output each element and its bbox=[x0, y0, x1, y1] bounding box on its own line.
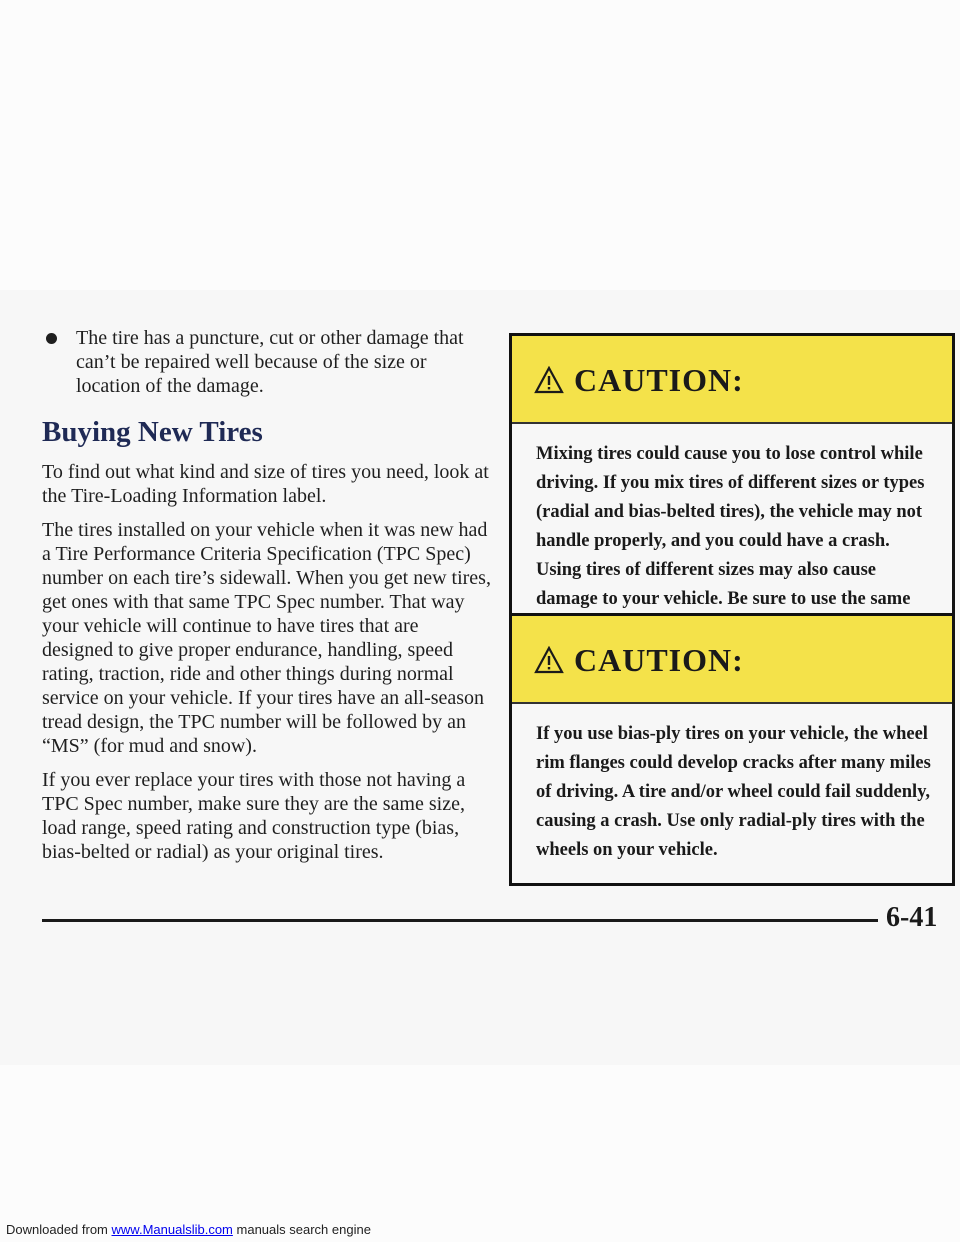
footer-prefix: Downloaded from bbox=[6, 1222, 108, 1237]
caution-text: Mixing tires could cause you to lose control while driving. If you mix tires of different sizes or types (radial and bias-belted tires), the vehicle may not handle properly, and you could have a crash. Using tires of different sizes may also cause damage to your vehicle. Be sure to use the same bbox=[536, 444, 925, 609]
paragraph-1: To find out what kind and size of tires you need, look at the Tire-Loading Information label. bbox=[42, 461, 489, 507]
caution-title: CAUTION: bbox=[574, 362, 744, 398]
warning-triangle-icon bbox=[534, 366, 564, 394]
footer-rule bbox=[42, 919, 878, 922]
left-column bbox=[42, 326, 492, 874]
bullet-icon bbox=[46, 333, 57, 344]
caution-header bbox=[512, 336, 952, 424]
warning-triangle-icon bbox=[534, 646, 564, 674]
bullet-item bbox=[42, 326, 492, 398]
footer-suffix: manuals search engine bbox=[236, 1222, 371, 1237]
paragraph-2: The tires installed on your vehicle when it was new had a Tire Performance Criteria Specification (TPC Spec) number on each tire’s sidewall. When you get new tires, get ones with that same TPC Spec number. That way your vehicle will continue to have tires that are designed to give proper endurance, handling, speed rating, traction, ride and other things during normal service on your vehicle. If your tires have an all-season tread design, the TPC number will be followed by an “MS” (for mud and snow). bbox=[42, 519, 491, 757]
page-number: 6-41 bbox=[886, 902, 938, 933]
caution-header bbox=[512, 616, 952, 704]
caution-box-2 bbox=[509, 613, 955, 886]
caution-title: CAUTION: bbox=[574, 642, 744, 678]
paragraph-3: If you ever replace your tires with those not having a TPC Spec number, make sure they are the same size, load range, speed rating and construction type (bias, bias-belted or radial) as your original tires. bbox=[42, 769, 466, 863]
caution-text: If you use bias-ply tires on your vehicle, the wheel rim flanges could develop cracks after many miles of driving. A tire and/or wheel could fail suddenly, causing a crash. Use only radial-ply tires with the wheels on your vehicle. bbox=[536, 724, 931, 860]
section-title: Buying New Tires bbox=[42, 416, 263, 448]
manualslib-link[interactable]: www.Manualslib.com bbox=[111, 1222, 233, 1237]
download-footer bbox=[6, 1222, 371, 1238]
bullet-text: The tire has a puncture, cut or other damage that can’t be repaired well because of the size or location of the damage. bbox=[76, 327, 464, 397]
